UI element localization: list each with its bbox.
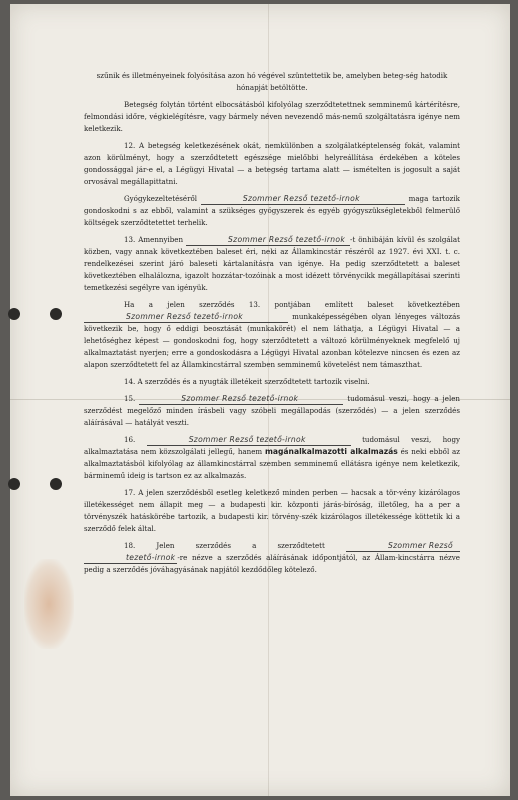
handwritten-name: Szommer Rezső tezető-irnok — [201, 194, 405, 205]
text: 15. — [124, 394, 136, 403]
text: 13. Amennyiben — [124, 235, 184, 244]
paragraph-12: 12. A betegség keletkezésének okát, nemkülönben a szolgálatképtelenség fokát, valamint azon körülményt, hogy a szerződtetett egészsége mielőbbi helyreállítása érdekében a köteles gondossággal jár-e el, a Légügyi Hivatal — a betegség tartama alatt — ismételten is jogosult a saját orvosával megállapittatni. — [84, 141, 460, 186]
text: munkaképességében olyan lényeges változás következik be, hogy ő eddigi beosztását (munkakörét) el nem láthatja, a Légügyi Hivatal — a lehetőséghez képest — gondoskodni fog, hogy szerződtetett a változó körülményeknek megfelelő uj alkalmaztatást nyerjen; erre a gondoskodásra a Légügyi Hivatal azonban kötelezve nincsen és ezen az alapon szerződtetett fel az Államkincstárral szemben semminemű követelést nem támaszthat. — [84, 312, 460, 369]
handwritten-title: tezető-irnok — [84, 553, 177, 564]
document-body — [84, 70, 460, 581]
text: és neki ebből az alkalmaztatásból kifolyólag az államkincstárral szemben semminemű ellátásra igénye nem keletkezik, bárminemű ideig is tartson ez az alkalmazás. — [84, 447, 460, 480]
bold-phrase: magánalkalmazotti alkalmazás — [264, 447, 398, 456]
text: -re nézve a szerződés aláírásának időpontjától, az Állam-kincstárra nézve pedig a szerződés jóváhagyásának napjától kezdődőleg kötelező. — [84, 553, 460, 574]
handwritten-name: Szommer Rezső tezető-irnok — [139, 394, 343, 405]
handwritten-name: Szommer Rezső tezető-irnok — [186, 235, 350, 246]
paragraph-17: 17. A jelen szerződésből esetleg keletkező minden perben — hacsak a tör-vény kizárólagos illetékességet nem állapit meg — a budapesti kir. központi járás-bíróság, illetőleg, ha a per a törvényszék hatáskörébe tartozik, a budapesti kir. törvény-szék kizárólagos illetékessége köttetik ki a szerződő felek által. — [84, 488, 460, 533]
paragraph-13 — [84, 234, 460, 294]
text: 18. Jelen szerződés a szerződtetett — [124, 541, 325, 550]
punch-hole-bottom — [8, 478, 20, 490]
document-sheet — [10, 4, 510, 796]
punch-hole-top-inner — [50, 308, 62, 320]
paragraph-treatment — [84, 193, 460, 229]
text: maga tartozik gondoskodni s az ebből, valamint a szükséges gyógyszerek és egyéb gyógyszükségletekből felmerülő költségek szerződtetettet terhelik. — [84, 194, 460, 227]
paragraph-dismissal: Betegség folytán történt elbocsátásból kifolyólag szerződtetettnek semminemű kártérítésre, felmondási időre, végkielégítésre, vagy bármely néven nevezendő más-nemű szolgáltatásra igénye nem keletkezik. — [84, 100, 460, 133]
text: tudomásul veszi, hogy alkalmaztatása nem közszolgálati jellegű, hanem — [84, 435, 460, 456]
paragraph-18 — [84, 540, 460, 576]
handwritten-name: Szommer Rezső tezető-irnok — [147, 435, 351, 446]
paragraph-continuation: szűnik és illetményeinek folyósítása azon hó végével szüntettetik be, amelyben beteg-ség hatodik hónapját betöltötte. — [96, 71, 448, 92]
water-stain — [24, 559, 74, 649]
text: 16. — [124, 435, 136, 444]
paragraph-15 — [84, 393, 460, 429]
text: tudomásul veszi, hogy a jelen szerződést megelőző minden írásbeli vagy szóbeli megállapodás (szerződés) — a jelen szerződés aláírásával — hatályát veszti. — [84, 394, 460, 427]
handwritten-name: Szommer Rezső — [346, 541, 460, 552]
text: Gyógykezeltetéséről — [124, 194, 198, 203]
text: Ha a jelen szerződés 13. pontjában említett baleset következtében — [124, 300, 460, 309]
punch-hole-bottom-inner — [50, 478, 62, 490]
paragraph-14: 14. A szerződés és a nyugták illetékeit szerződtetett tartozik viselni. — [124, 377, 370, 386]
paragraph-16 — [84, 434, 460, 482]
punch-hole-top — [8, 308, 20, 320]
text: -t önhibáján kívül és szolgálat közben, vagy annak következtében baleset éri, neki az Államkincstár részéről az 1927. évi XXI. t. c. rendelkezései szerint járó baleseti kártalanításra van igénye. Ha pedig szerződtetett a baleset következtében elhalálozna, igazolt hozzátar-tozóinak a most idézett törvénycikk megállapításai szerinti temetkezési segélyre van igényük. — [84, 235, 460, 292]
paragraph-13-consequence — [84, 299, 460, 371]
handwritten-name: Szommer Rezső tezető-irnok — [84, 312, 288, 323]
